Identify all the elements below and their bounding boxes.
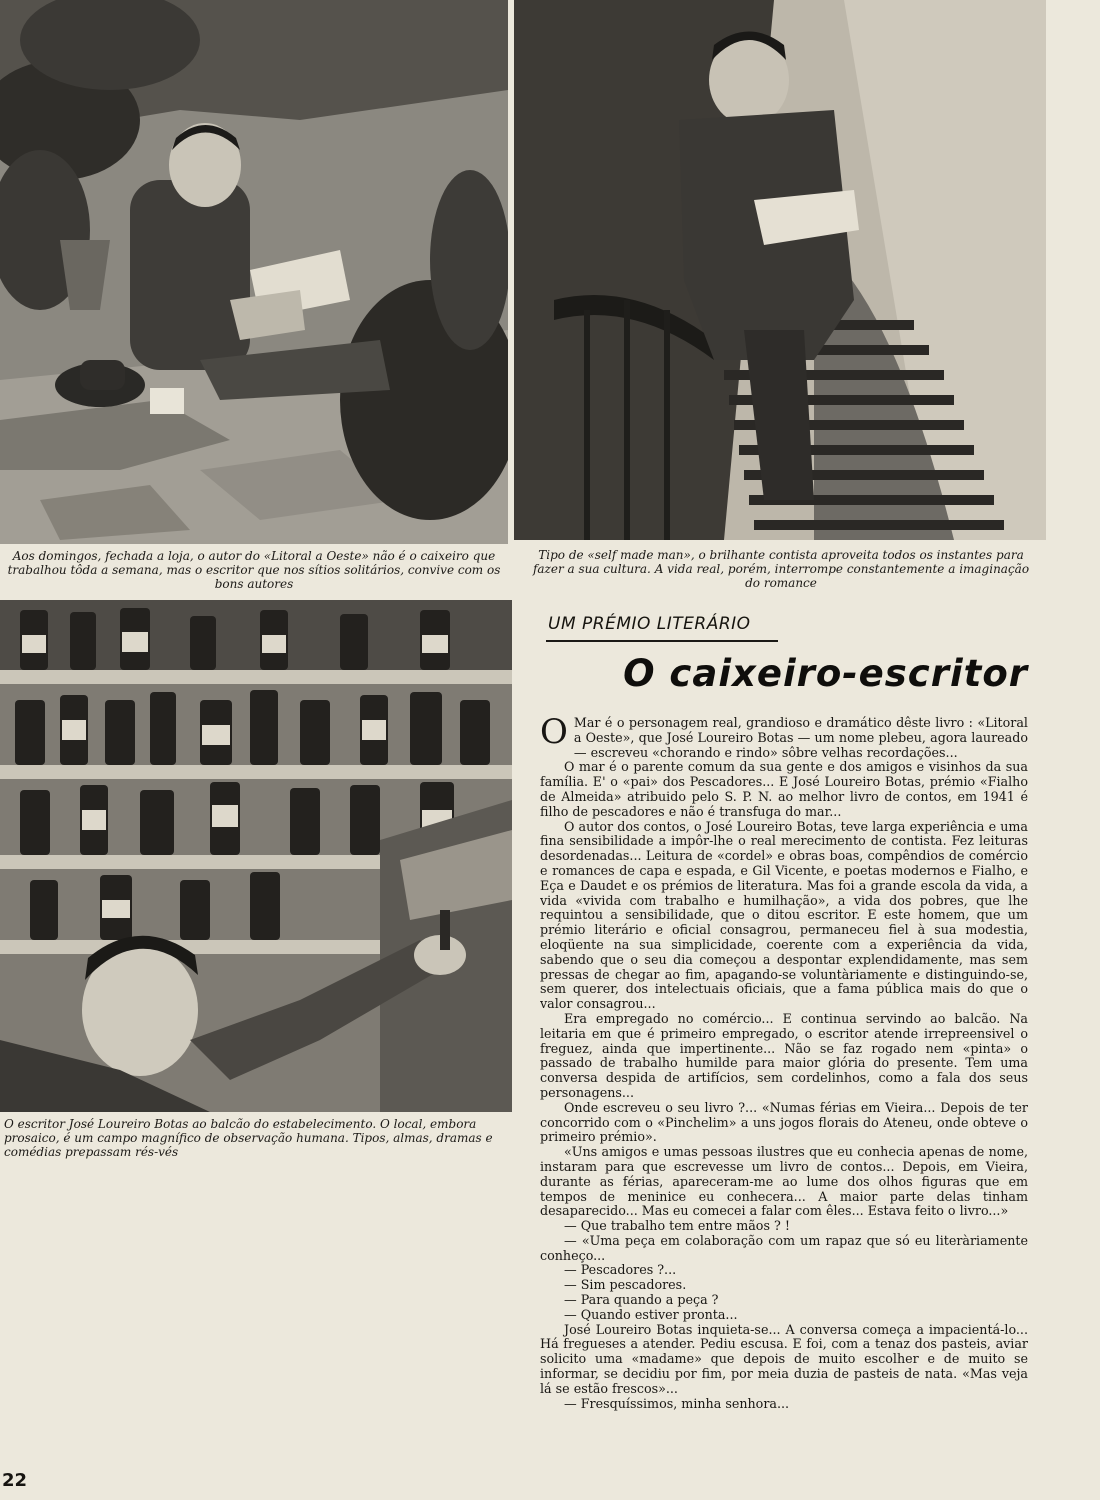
photo-shop-counter bbox=[0, 600, 512, 1112]
dialogue-line: — Quando estiver pronta... bbox=[564, 1306, 738, 1322]
dialogue-line: — Fresquíssimos, minha senhora... bbox=[564, 1395, 790, 1411]
section-label: UM PRÉMIO LITERÁRIO bbox=[548, 614, 751, 634]
caption-stairs: Tipo de «self made man», o brilhante contista aproveita todos os instantes para fazer a sua cultura. A vida real, porém, interrompe constantemente a imaginação do romance bbox=[532, 548, 1030, 590]
article-paragraph: O mar é o parente comum da sua gente e dos amigos e visinhos da sua família. E' o «pai» dos Pescadores... E José Loureiro Botas, prémio «Fialho de Almeida» atribuido pelo S. P. N. ao melhor livro de contos, em 1941 é filho de pescadores e não é transfuga do mar... bbox=[540, 759, 1028, 819]
dialogue-line: — «Uma peça em colaboração com um rapaz que só eu literàriamente conheço... bbox=[540, 1232, 1028, 1263]
article-paragraph: José Loureiro Botas inquieta-se... A conversa começa a impacientá-lo... Há fregueses a atender. Pediu escusa. E foi, com a tenaz dos pasteis, aviar solicito uma «madame» que depois de muito escolher e de muito se informar, se decidiu por fim, por meia duzia de pasteis de nata. «Mas veja lá se estão frescos»... bbox=[540, 1321, 1028, 1396]
garden-photo-illustration bbox=[0, 0, 508, 544]
shop-photo-illustration bbox=[0, 600, 512, 1112]
caption-shop: O escritor José Loureiro Botas ao balcão do estabelecimento. O local, embora prosaico, é um campo magnífico de observação humana. Tipos, almas, dramas e comédias prepassam rés-vés bbox=[4, 1117, 493, 1159]
page-number: 22 bbox=[2, 1470, 28, 1491]
stairs-photo-illustration bbox=[514, 0, 1046, 540]
dialogue-line: — Que trabalho tem entre mãos ? ! bbox=[564, 1218, 790, 1234]
photo-stairs-reading bbox=[514, 0, 1046, 540]
photo-garden-reading bbox=[0, 0, 508, 544]
article-headline: O caixeiro-escritor bbox=[623, 652, 1028, 695]
article-first-paragraph bbox=[540, 716, 1028, 760]
article-paragraph: «Uns amigos e umas pessoas ilustres que eu conhecia apenas de nome, instaram para que escrevesse um livro de contos... Depois, em Vieira, durante as férias, apareceram-me ao lume dos olhos figuras que em tempos de meninice eu conhecera... A maior parte delas tinham desaparecido... Mas eu comecei a falar com êles... Estava feito o livro...» bbox=[540, 1144, 1028, 1219]
first-paragraph-text: Mar é o personagem real, grandioso e dramático dêste livro : «Litoral a Oeste», que José Loureiro Botas — um nome plebeu, agora laureado — escreveu «chorando e rindo» sôbre velhas recordações... bbox=[573, 716, 1028, 760]
caption-garden: Aos domingos, fechada a loja, o autor do «Litoral a Oeste» não é o caixeiro que trabalhou tôda a semana, mas o escritor que nos sítios solitários, convive com os bons autores bbox=[7, 549, 501, 591]
article-paragraph: Onde escreveu o seu livro ?... «Numas férias em Vieira... Depois de ter concorrido com o «Pinchelim» a uns jogos florais do Ateneu, onde obteve o primeiro prémio». bbox=[540, 1099, 1028, 1145]
article-paragraph: O autor dos contos, o José Loureiro Botas, teve larga experiência e uma fina sensibilidade a impôr-lhe o real merecimento de contista. Fez leituras desordenadas... Leitura de «cordel» e obras boas, compêndios de comércio e romances de capa e espada, e Gil Vicente, e poetas modernos e Fialho, e Eça e Daudet e os prémios de literatura. Mas foi a grande escola da vida, a vida «vivida com trabalho e humilhação», a vida dos pobres, que lhe requintou a sensibilidade, que o ditou escritor. E este homem, que um prémio literário e oficial consagrou, permaneceu fiel à sua modestia, eloqüente na sua simplicidade, coerente com a experiência da vida, sabendo que o seu dia começou a despontar explendidamente, mas sem pressas de chegar ao fim, apagando-se voluntàriamente e distinguindo-se, sem querer, dos intelectuais oficiais, que a fama pública mais do que o valor consagrou... bbox=[540, 818, 1028, 1012]
dialogue-line: — Para quando a peça ? bbox=[564, 1292, 719, 1308]
drop-cap: O bbox=[540, 716, 568, 752]
section-rule bbox=[546, 640, 778, 642]
article-paragraph: Era empregado no comércio... E continua servindo ao balcão. Na leitaria em que é primeiro empregado, o escritor atende irrepreensivel o freguez, ainda que impertinente... Não se faz rogado nem «pinta» o passado de trabalho humilde para maior glória do presente. Tem uma conversa despida de artifícios, sem cordelinhos, como a fala dos seus personagens... bbox=[540, 1010, 1028, 1100]
dialogue-line: — Pescadores ?... bbox=[564, 1262, 677, 1278]
dialogue-line: — Sim pescadores. bbox=[564, 1277, 687, 1293]
article-body bbox=[540, 716, 1028, 1490]
